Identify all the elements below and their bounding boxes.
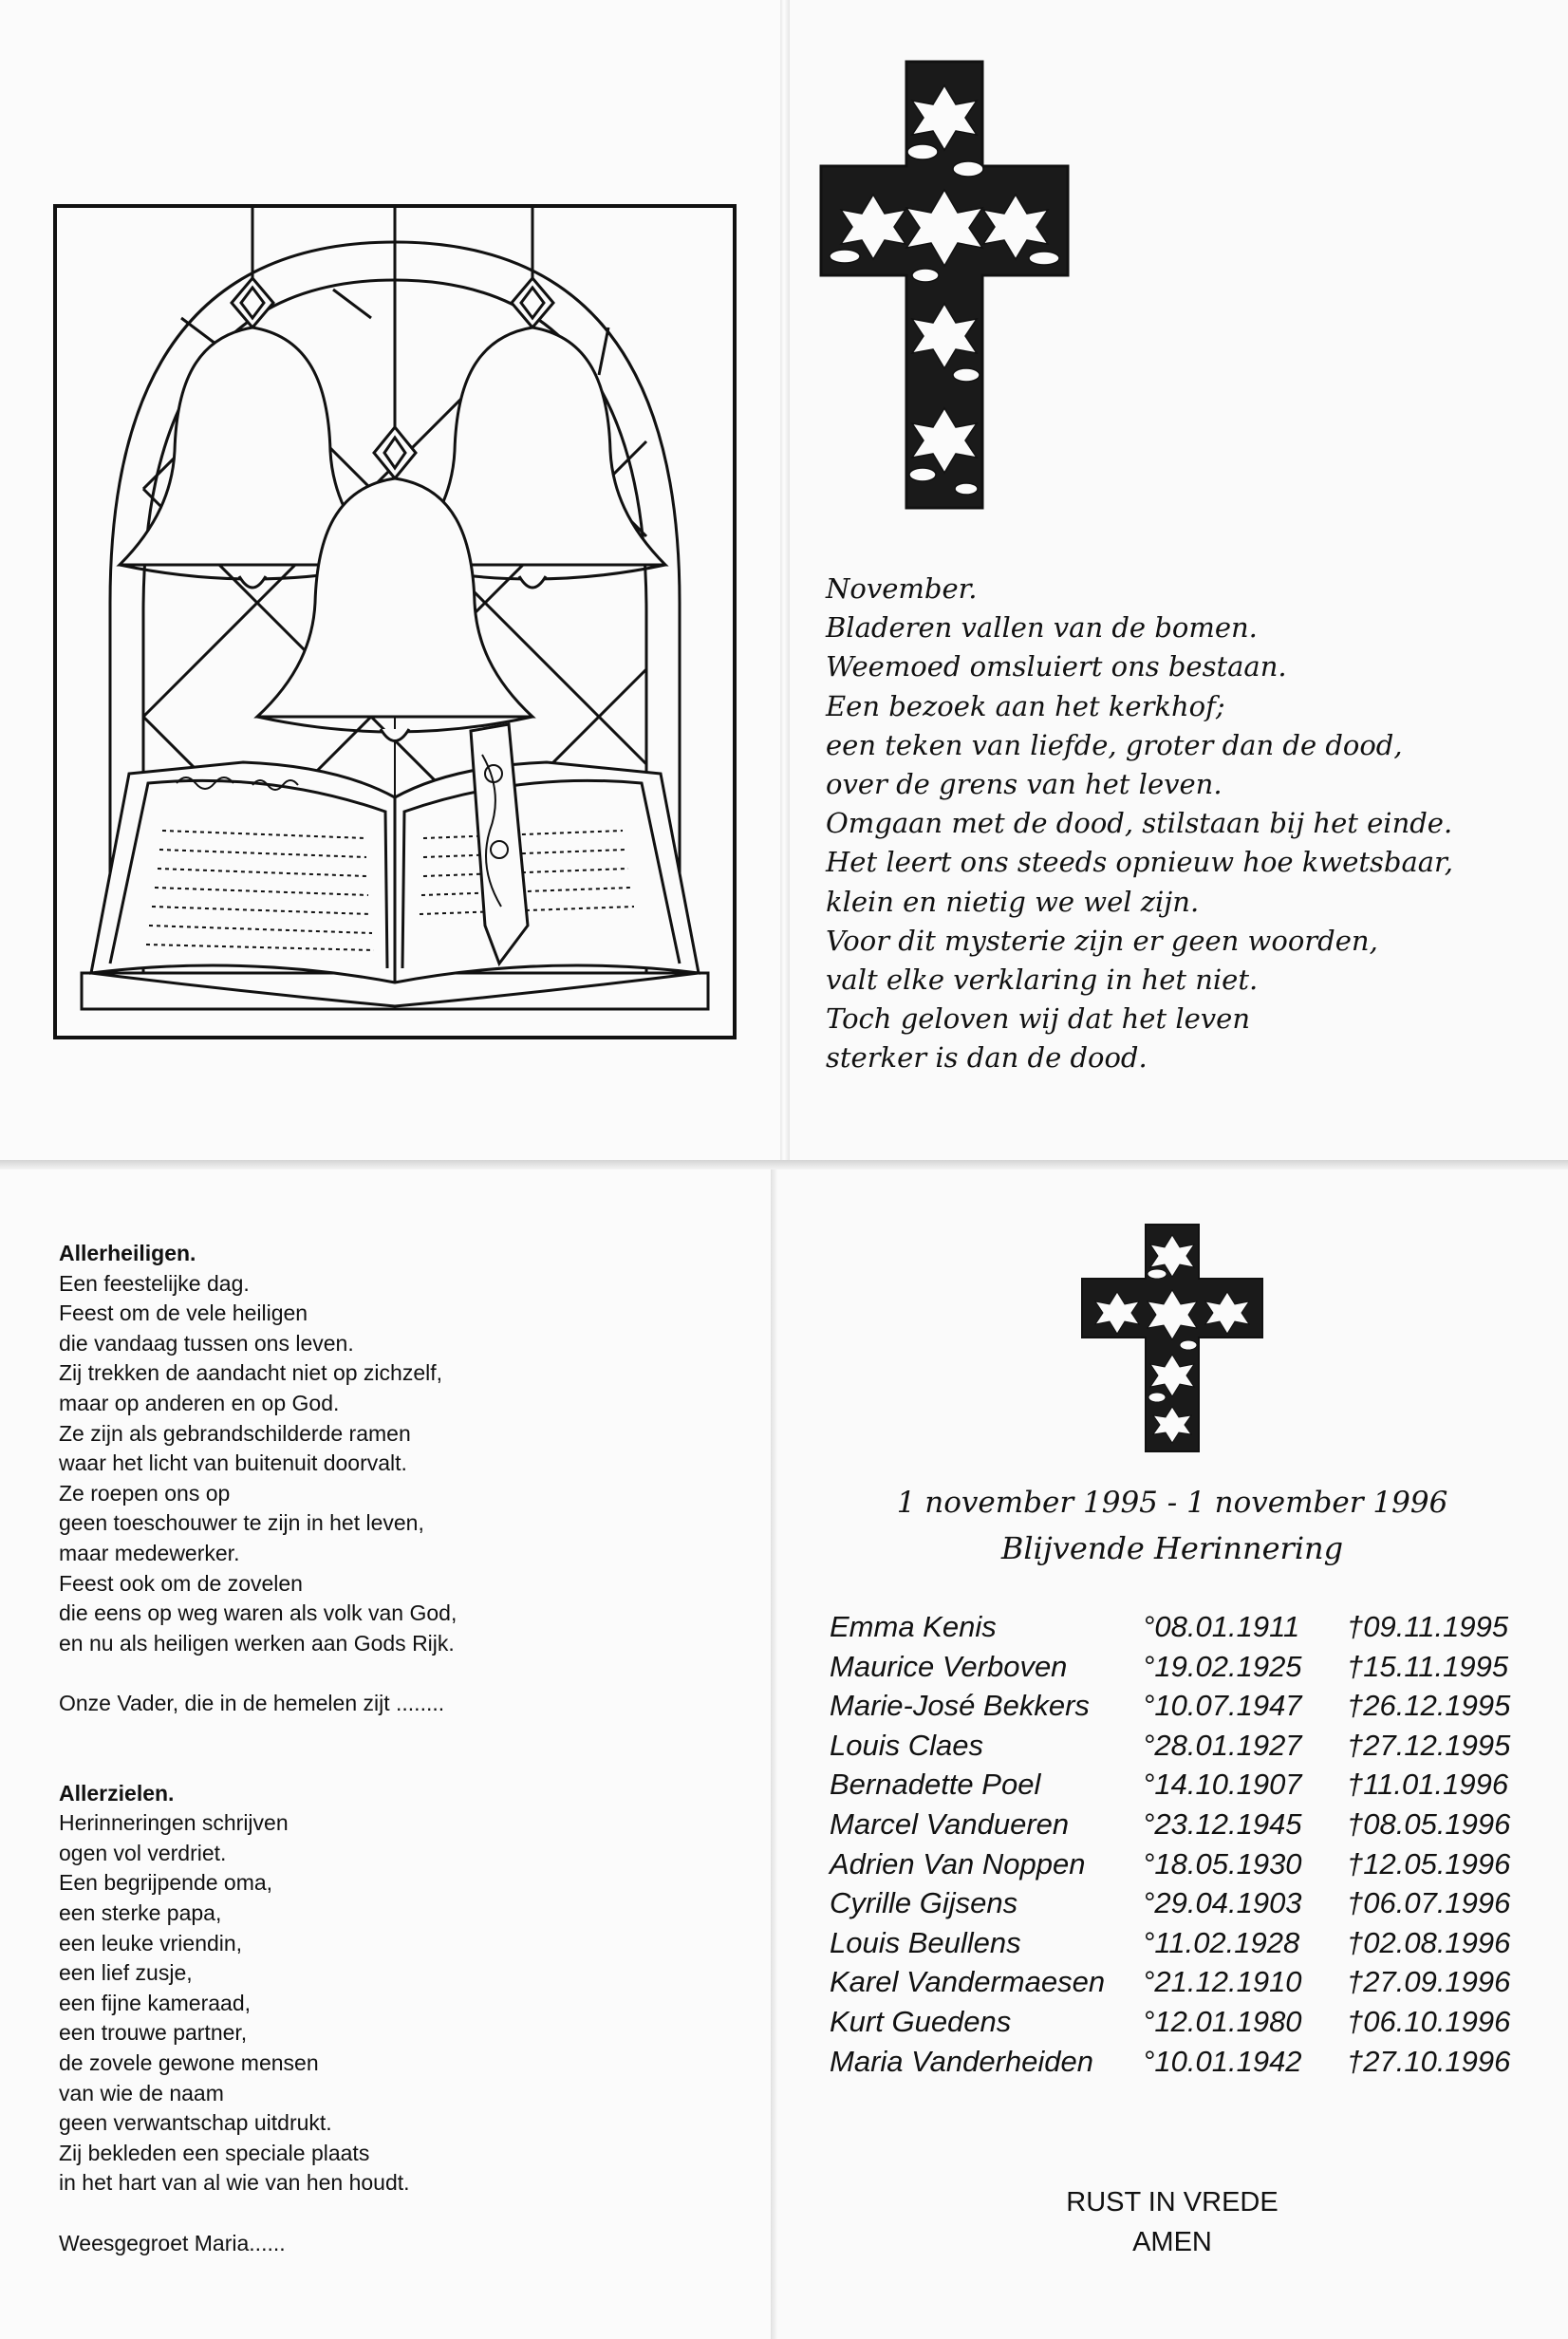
birth-date: °23.12.1945 (1143, 1806, 1302, 1841)
list-item (830, 1610, 1551, 1650)
allerzielen-line: Een begrijpende oma, (59, 1870, 273, 1896)
person-name: Karel Vandermaesen (830, 1965, 1106, 1999)
person-name: Adrien Van Noppen (830, 1846, 1086, 1881)
birth-date: °11.02.1928 (1143, 1925, 1300, 1959)
bells-bible-illustration (53, 204, 737, 1039)
list-item (830, 2005, 1551, 2045)
person-name: Maria Vanderheiden (830, 2044, 1094, 2078)
poem-line: klein en nietig we wel zijn. (826, 885, 1200, 918)
list-item (830, 1847, 1551, 1887)
death-date: †09.11.1995 (1347, 1610, 1509, 1643)
closing-text (776, 2182, 1568, 2262)
death-date: †02.08.1996 (1347, 1925, 1511, 1959)
poem-line: Bladeren vallen van de bomen. (826, 611, 1258, 645)
poem-line: November. (826, 572, 978, 605)
allerzielen-line: Zij bekleden een speciale plaats (59, 2140, 370, 2165)
birth-date: °28.01.1927 (1143, 1728, 1302, 1762)
list-item (830, 1689, 1551, 1729)
allerheiligen-line: en nu als heiligen werken aan Gods Rijk. (59, 1630, 455, 1656)
prayers-text (59, 1239, 723, 2258)
allerheiligen-line: maar op anderen en op God. (59, 1390, 340, 1415)
death-date: †27.09.1996 (1347, 1965, 1511, 1999)
memorial-subtitle: Blijvende Herinnering (1000, 1530, 1344, 1566)
death-date: †11.01.1996 (1347, 1768, 1509, 1802)
list-item (830, 1650, 1551, 1690)
birth-date: °18.05.1930 (1143, 1846, 1302, 1881)
death-date: †06.07.1996 (1347, 1886, 1511, 1920)
allerheiligen-title: Allerheiligen. (59, 1241, 196, 1265)
allerheiligen-line: geen toeschouwer te zijn in het leven, (59, 1510, 424, 1536)
allerzielen-line: geen verwantschap uitdrukt. (59, 2110, 332, 2136)
allerzielen-line: een sterke papa, (59, 1900, 222, 1926)
amen: AMEN (1132, 2227, 1212, 2257)
allerzielen-line: een lief zusje, (59, 1960, 193, 1986)
death-date: †06.10.1996 (1347, 2004, 1511, 2038)
birth-date: °10.07.1947 (1143, 1689, 1302, 1723)
death-date: †27.12.1995 (1347, 1728, 1511, 1762)
person-name: Louis Beullens (830, 1925, 1021, 1959)
spacer (59, 1749, 723, 1779)
person-name: Marcel Vandueren (830, 1806, 1070, 1841)
allerzielen-line: in het hart van al wie van hen houdt. (59, 2170, 410, 2196)
poem-line: een teken van liefde, groter dan de dood, (826, 728, 1403, 761)
poem-line: Omgaan met de dood, stilstaan bij het einde. (826, 807, 1453, 840)
person-name: Kurt Guedens (830, 2004, 1012, 2038)
allerheiligen-line: Feest ook om de zovelen (59, 1570, 303, 1596)
allerheiligen-line: waar het licht van buitenuit doorvalt. (59, 1450, 407, 1476)
death-date: †15.11.1995 (1347, 1649, 1509, 1683)
list-item (830, 1807, 1551, 1847)
birth-date: °19.02.1925 (1143, 1649, 1302, 1683)
card-separator (0, 1160, 1568, 1170)
death-date: †27.10.1996 (1347, 2044, 1511, 2078)
spacer (59, 1658, 723, 1689)
birth-date: °08.01.1911 (1143, 1610, 1300, 1643)
birth-date: °12.01.1980 (1143, 2004, 1302, 2038)
birth-date: °21.12.1910 (1143, 1965, 1302, 1999)
allerheiligen-line: maar medewerker. (59, 1540, 240, 1565)
allerzielen-line: ogen vol verdriet. (59, 1840, 227, 1865)
allerheiligen-line: Een feestelijke dag. (59, 1270, 250, 1296)
poem-line: over de grens van het leven. (826, 768, 1223, 801)
list-item (830, 1729, 1551, 1768)
lily-cross-small-icon (1079, 1222, 1265, 1454)
allerzielen-line: een fijne kameraad, (59, 1990, 252, 2015)
person-name: Marie-José Bekkers (830, 1689, 1090, 1723)
poem-line: Een bezoek aan het kerkhof; (826, 689, 1225, 722)
lily-cross-icon (816, 57, 1073, 513)
poem-line: Toch geloven wij dat het leven (826, 1002, 1250, 1036)
allerheiligen-line: Feest om de vele heiligen (59, 1300, 308, 1326)
allerzielen-line: Herinneringen schrijven (59, 1810, 289, 1836)
november-poem (826, 570, 1528, 1078)
poem-line: sterker is dan de dood. (826, 1041, 1148, 1075)
person-name: Emma Kenis (830, 1610, 997, 1643)
fold-line-bottom (771, 1170, 778, 2339)
allerzielen-line: de zovele gewone mensen (59, 2050, 319, 2076)
list-item (830, 2045, 1551, 2085)
allerheiligen-line: die eens op weg waren als volk van God, (59, 1600, 457, 1626)
birth-date: °10.01.1942 (1143, 2044, 1302, 2078)
memorial-period: 1 november 1995 - 1 november 1996 (896, 1486, 1448, 1520)
allerzielen-line: een trouwe partner, (59, 2020, 248, 2046)
onze-vader-prayer: Onze Vader, die in de hemelen zijt ........ (59, 1690, 445, 1715)
allerzielen-title: Allerzielen. (59, 1780, 175, 1806)
poem-line: valt elke verklaring in het niet. (826, 964, 1259, 997)
death-date: †26.12.1995 (1347, 1689, 1511, 1723)
birth-date: °29.04.1903 (1143, 1886, 1302, 1920)
fold-line-top (780, 0, 790, 1160)
list-item (830, 1886, 1551, 1926)
list-item (830, 1965, 1551, 2005)
poem-line: Het leert ons steeds opnieuw hoe kwetsbaar, (826, 846, 1453, 879)
death-date: †08.05.1996 (1347, 1806, 1511, 1841)
list-item (830, 1768, 1551, 1807)
rust-in-vrede: RUST IN VREDE (1066, 2187, 1279, 2217)
allerzielen-line: van wie de naam (59, 2080, 224, 2105)
spacer (59, 2199, 723, 2229)
list-item (830, 1926, 1551, 1966)
person-name: Maurice Verboven (830, 1649, 1068, 1683)
poem-line: Voor dit mysterie zijn er geen woorden, (826, 924, 1378, 957)
allerheiligen-line: Ze roepen ons op (59, 1480, 231, 1506)
memorial-list (830, 1610, 1551, 2084)
allerheiligen-line: die vandaag tussen ons leven. (59, 1330, 354, 1356)
allerzielen-line: een leuke vriendin, (59, 1930, 243, 1955)
person-name: Bernadette Poel (830, 1768, 1041, 1802)
allerheiligen-line: Zij trekken de aandacht niet op zichzelf, (59, 1360, 443, 1386)
weesgegroet-prayer: Weesgegroet Maria...... (59, 2230, 286, 2255)
death-date: †12.05.1996 (1347, 1846, 1511, 1881)
birth-date: °14.10.1907 (1143, 1768, 1302, 1802)
person-name: Cyrille Gijsens (830, 1886, 1018, 1920)
poem-line: Weemoed omsluiert ons bestaan. (826, 650, 1287, 683)
spacer (59, 1719, 723, 1750)
person-name: Louis Claes (830, 1728, 983, 1762)
allerheiligen-line: Ze zijn als gebrandschilderde ramen (59, 1420, 411, 1446)
